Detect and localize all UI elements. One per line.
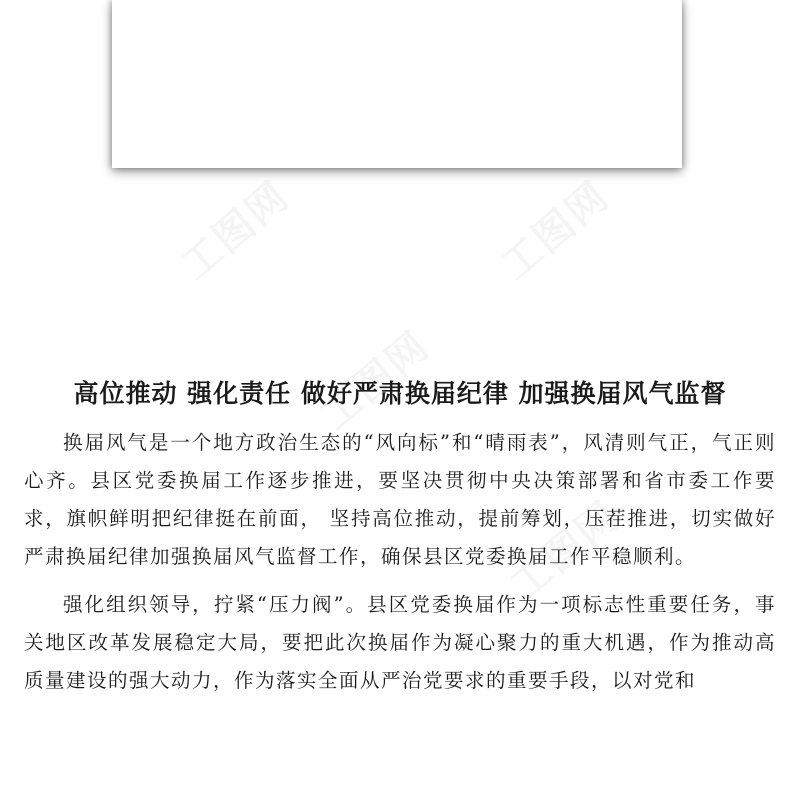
paragraph-2: 强化组织领导，拧紧“压力阀”。县区党委换届作为一项标志性重要任务，事关地区改革发展稳定大局，要把此次换届作为凝心聚力的重大机遇，作为推动高质量建设的强大动力，作为落实全面从严治党要求的重要手段，以对党和 xyxy=(24,593,776,692)
watermark xyxy=(166,166,299,291)
article-title: 高位推动 强化责任 做好严肃换届纪律 加强换届风气监督 xyxy=(73,379,727,408)
article xyxy=(24,372,776,700)
watermark xyxy=(486,166,619,291)
previous-page-card xyxy=(112,0,682,168)
paragraph-1: 换届风气是一个地方政治生态的“风向标”和“晴雨表”，风清则气正，气正则心齐。县区党委换届工作逐步推进，要坚决贯彻中央决策部署和省市委工作要求，旗帜鲜明把纪律挺在前面， 坚持高位推动，提前筹划，压茬推进，切实做好严肃换届纪律加强换届风气监督工作，确保县区党委换届工作平稳顺利。 xyxy=(24,431,776,568)
